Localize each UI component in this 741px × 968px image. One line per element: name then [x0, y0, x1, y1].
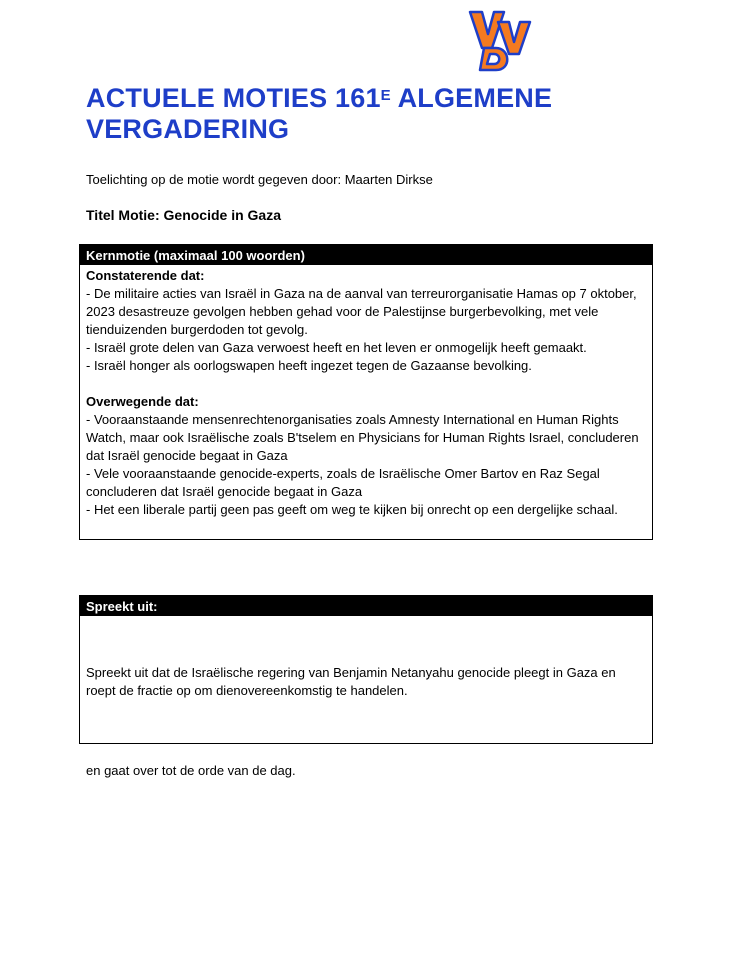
vvd-logo-icon [466, 8, 536, 74]
overwegende-item: - Vele vooraanstaande genocide-experts, zoals de Israëlische Omer Bartov en Raz Segal concluderen dat Israël genocide begaat in Gaza [86, 466, 600, 499]
spreekt-uit-text: Spreekt uit dat de Israëlische regering van Benjamin Netanyahu genocide pleegt in Gaza en roept de fractie op om dienovereenkomstig te handelen. [86, 665, 616, 698]
constaterende-item: - Israël honger als oorlogswapen heeft ingezet tegen de Gazaanse bevolking. [86, 358, 532, 373]
spreekt-uit-body [80, 616, 652, 700]
motie-title: Titel Motie: Genocide in Gaza [86, 207, 281, 223]
kernmotie-body [80, 265, 652, 519]
constaterende-item: - Israël grote delen van Gaza verwoest heeft en het leven er onmogelijk heeft gemaakt. [86, 340, 587, 355]
intro-text: Toelichting op de motie wordt gegeven door: Maarten Dirkse [86, 172, 433, 187]
closing-text: en gaat over tot de orde van de dag. [86, 763, 296, 778]
vvd-logo [466, 8, 536, 74]
kernmotie-header: Kernmotie (maximaal 100 woorden) [80, 245, 652, 265]
overwegende-item: - Vooraanstaande mensenrechtenorganisaties zoals Amnesty International en Human Rights Watch, maar ook Israëlische zoals B'tselem en Physicians for Human Rights Israel, concluderen dat Israël genocide begaat in Gaza [86, 412, 639, 463]
spreekt-uit-header: Spreekt uit: [80, 596, 652, 616]
kernmotie-box [79, 244, 653, 540]
constaterende-item: - De militaire acties van Israël in Gaza na de aanval van terreurorganisatie Hamas op 7 oktober, 2023 desastreuze gevolgen hebben gehad voor de Palestijnse burgerbevolking, met vele tienduizenden burgerdoden tot gevolg. [86, 286, 637, 337]
spreekt-uit-box [79, 595, 653, 744]
constaterende-heading: Constaterende dat: [86, 268, 205, 283]
page-title: ACTUELE MOTIES $161^E$ ALGEMENE VERGADERING [86, 83, 553, 144]
overwegende-item: - Het een liberale partij geen pas geeft om weg te kijken bij onrecht op een dergelijke schaal. [86, 502, 618, 517]
overwegende-heading: Overwegende dat: [86, 394, 199, 409]
